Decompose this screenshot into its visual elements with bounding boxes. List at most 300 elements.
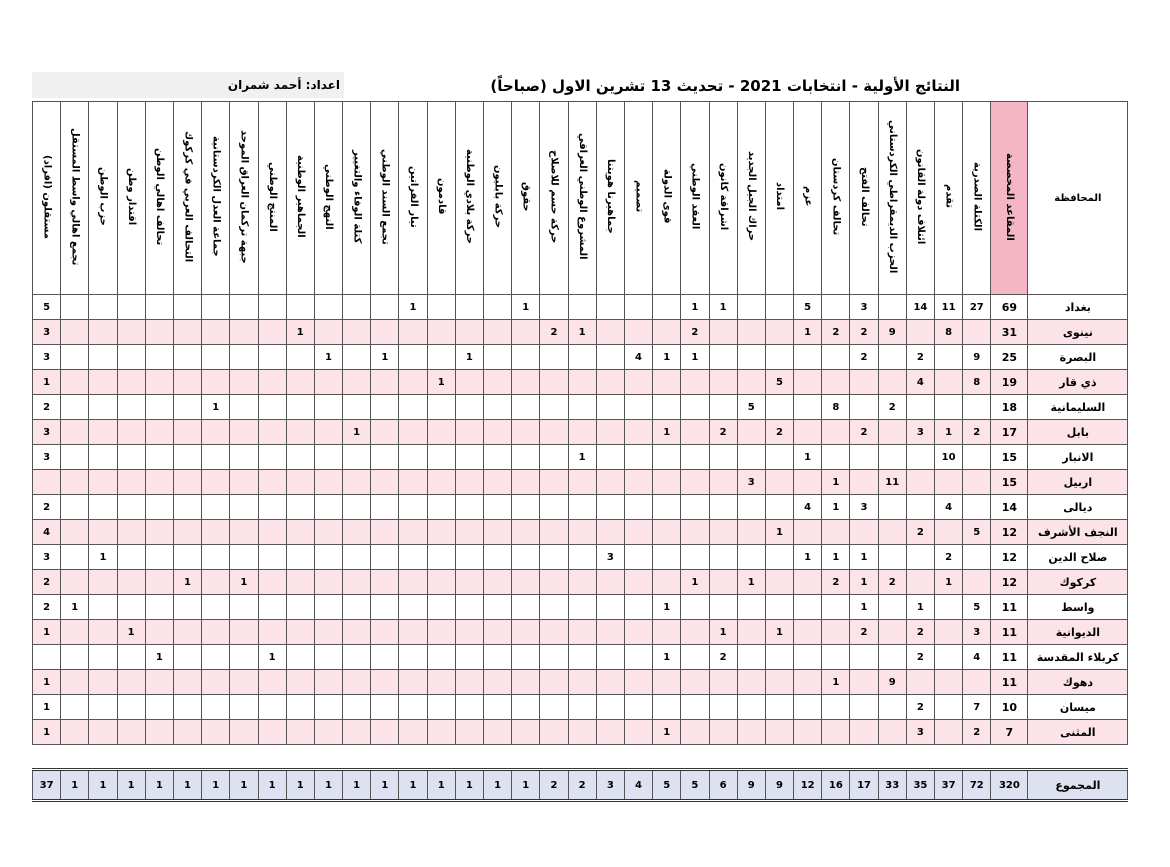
vote-cell bbox=[173, 295, 201, 320]
vote-cell: 2 bbox=[850, 345, 878, 370]
vote-cell bbox=[117, 520, 145, 545]
vote-cell bbox=[794, 670, 822, 695]
party-name: تحالف اهالي الوطن bbox=[154, 147, 166, 246]
vote-cell: 5 bbox=[963, 595, 991, 620]
party-header bbox=[61, 102, 89, 295]
vote-cell: 2 bbox=[33, 495, 61, 520]
party-name: ائتلاف دولة القانون bbox=[915, 148, 927, 245]
vote-cell bbox=[61, 720, 89, 745]
party-name: المشروع الوطني العراقي bbox=[576, 133, 588, 260]
vote-cell bbox=[145, 620, 173, 645]
vote-cell bbox=[230, 395, 258, 420]
vote-cell bbox=[906, 495, 934, 520]
table-row bbox=[33, 345, 1128, 370]
vote-cell bbox=[624, 595, 652, 620]
vote-cell bbox=[455, 595, 483, 620]
vote-cell bbox=[709, 320, 737, 345]
vote-cell bbox=[737, 695, 765, 720]
vote-cell bbox=[484, 520, 512, 545]
party-name: اقتدار وطن bbox=[125, 167, 137, 226]
vote-cell: 1 bbox=[765, 620, 793, 645]
vote-cell bbox=[935, 720, 963, 745]
party-header bbox=[427, 102, 455, 295]
vote-cell bbox=[596, 320, 624, 345]
governorate-cell: بغداد bbox=[1028, 295, 1128, 320]
vote-cell bbox=[399, 545, 427, 570]
vote-cell bbox=[765, 645, 793, 670]
vote-cell bbox=[427, 570, 455, 595]
vote-cell bbox=[878, 595, 906, 620]
vote-cell bbox=[286, 470, 314, 495]
vote-cell bbox=[202, 345, 230, 370]
vote-cell bbox=[89, 420, 117, 445]
vote-cell bbox=[906, 320, 934, 345]
vote-cell bbox=[371, 645, 399, 670]
vote-cell bbox=[399, 645, 427, 670]
vote-cell bbox=[765, 570, 793, 595]
vote-cell bbox=[484, 695, 512, 720]
vote-cell bbox=[61, 470, 89, 495]
vote-cell bbox=[258, 470, 286, 495]
vote-cell bbox=[399, 370, 427, 395]
table-row bbox=[33, 420, 1128, 445]
vote-cell bbox=[878, 720, 906, 745]
vote-cell: 1 bbox=[653, 595, 681, 620]
party-name: مستقلون (افراد) bbox=[41, 154, 53, 239]
vote-cell: 1 bbox=[173, 570, 201, 595]
vote-cell bbox=[89, 720, 117, 745]
governorate-cell: الانبار bbox=[1028, 445, 1128, 470]
vote-cell bbox=[568, 570, 596, 595]
vote-cell bbox=[230, 345, 258, 370]
vote-cell bbox=[230, 495, 258, 520]
party-name: الكتلة الصدرية bbox=[971, 161, 983, 232]
vote-cell bbox=[89, 370, 117, 395]
vote-cell: 4 bbox=[794, 495, 822, 520]
total-row bbox=[33, 770, 1128, 801]
vote-cell bbox=[202, 670, 230, 695]
vote-cell bbox=[230, 445, 258, 470]
vote-cell: 1 bbox=[61, 595, 89, 620]
vote-cell bbox=[878, 545, 906, 570]
party-header bbox=[89, 102, 117, 295]
vote-cell bbox=[455, 495, 483, 520]
vote-cell: 1 bbox=[512, 770, 540, 801]
vote-cell bbox=[145, 595, 173, 620]
vote-cell: 1 bbox=[568, 320, 596, 345]
vote-cell bbox=[822, 345, 850, 370]
vote-cell bbox=[427, 645, 455, 670]
vote-cell: 4 bbox=[33, 520, 61, 545]
vote-cell bbox=[484, 570, 512, 595]
vote-cell bbox=[963, 670, 991, 695]
vote-cell bbox=[822, 295, 850, 320]
vote-cell bbox=[935, 370, 963, 395]
vote-cell: 2 bbox=[906, 620, 934, 645]
vote-cell bbox=[343, 720, 371, 745]
vote-cell bbox=[512, 470, 540, 495]
vote-cell bbox=[371, 620, 399, 645]
party-header bbox=[681, 102, 709, 295]
vote-cell bbox=[173, 695, 201, 720]
vote-cell bbox=[314, 295, 342, 320]
vote-cell: 1 bbox=[258, 770, 286, 801]
vote-cell bbox=[878, 295, 906, 320]
vote-cell bbox=[427, 495, 455, 520]
table-row bbox=[33, 595, 1128, 620]
governorate-cell: نينوى bbox=[1028, 320, 1128, 345]
vote-cell bbox=[61, 320, 89, 345]
vote-cell bbox=[512, 720, 540, 745]
vote-cell bbox=[89, 320, 117, 345]
vote-cell bbox=[314, 645, 342, 670]
vote-cell bbox=[427, 670, 455, 695]
vote-cell bbox=[258, 620, 286, 645]
vote-cell bbox=[286, 595, 314, 620]
vote-cell bbox=[568, 695, 596, 720]
table-row bbox=[33, 570, 1128, 595]
party-name: تصميم bbox=[633, 180, 645, 213]
vote-cell bbox=[794, 345, 822, 370]
vote-cell bbox=[314, 720, 342, 745]
vote-cell bbox=[709, 445, 737, 470]
vote-cell: 1 bbox=[653, 720, 681, 745]
vote-cell: 2 bbox=[850, 420, 878, 445]
vote-cell bbox=[230, 420, 258, 445]
vote-cell bbox=[878, 420, 906, 445]
vote-cell: 2 bbox=[568, 770, 596, 801]
vote-cell bbox=[681, 595, 709, 620]
seats-cell: 11 bbox=[991, 645, 1028, 670]
vote-cell: 17 bbox=[850, 770, 878, 801]
vote-cell bbox=[343, 620, 371, 645]
vote-cell bbox=[484, 420, 512, 445]
vote-cell: 1 bbox=[314, 345, 342, 370]
vote-cell bbox=[765, 695, 793, 720]
vote-cell: 8 bbox=[822, 395, 850, 420]
vote-cell bbox=[540, 295, 568, 320]
vote-cell bbox=[286, 420, 314, 445]
vote-cell bbox=[596, 470, 624, 495]
vote-cell: 1 bbox=[568, 445, 596, 470]
vote-cell bbox=[596, 670, 624, 695]
party-name: جماهيرنا هويتنا bbox=[605, 159, 617, 234]
vote-cell bbox=[568, 395, 596, 420]
vote-cell bbox=[343, 495, 371, 520]
vote-cell bbox=[681, 545, 709, 570]
vote-cell bbox=[202, 595, 230, 620]
vote-cell bbox=[202, 495, 230, 520]
vote-cell bbox=[540, 495, 568, 520]
vote-cell bbox=[512, 545, 540, 570]
vote-cell: 27 bbox=[963, 295, 991, 320]
vote-cell bbox=[314, 370, 342, 395]
vote-cell bbox=[540, 395, 568, 420]
vote-cell bbox=[173, 720, 201, 745]
vote-cell bbox=[399, 620, 427, 645]
vote-cell bbox=[258, 320, 286, 345]
vote-cell bbox=[963, 470, 991, 495]
vote-cell bbox=[117, 695, 145, 720]
vote-cell: 4 bbox=[963, 645, 991, 670]
vote-cell bbox=[765, 320, 793, 345]
vote-cell bbox=[484, 545, 512, 570]
vote-cell: 1 bbox=[371, 770, 399, 801]
vote-cell bbox=[484, 720, 512, 745]
vote-cell bbox=[540, 670, 568, 695]
seats-cell: 12 bbox=[991, 545, 1028, 570]
vote-cell bbox=[89, 570, 117, 595]
results-table bbox=[32, 101, 1128, 802]
vote-cell bbox=[89, 295, 117, 320]
vote-cell bbox=[371, 595, 399, 620]
vote-cell: 9 bbox=[737, 770, 765, 801]
party-header bbox=[202, 102, 230, 295]
vote-cell bbox=[512, 520, 540, 545]
vote-cell bbox=[850, 470, 878, 495]
vote-cell: 4 bbox=[624, 345, 652, 370]
vote-cell: 1 bbox=[794, 445, 822, 470]
vote-cell bbox=[822, 445, 850, 470]
vote-cell bbox=[540, 370, 568, 395]
vote-cell bbox=[202, 545, 230, 570]
vote-cell bbox=[117, 595, 145, 620]
vote-cell bbox=[624, 495, 652, 520]
vote-cell: 1 bbox=[455, 770, 483, 801]
vote-cell bbox=[653, 520, 681, 545]
vote-cell: 1 bbox=[935, 420, 963, 445]
vote-cell bbox=[343, 345, 371, 370]
vote-cell bbox=[681, 670, 709, 695]
party-header bbox=[765, 102, 793, 295]
governorate-cell: كربلاء المقدسة bbox=[1028, 645, 1128, 670]
vote-cell bbox=[540, 420, 568, 445]
vote-cell bbox=[484, 320, 512, 345]
vote-cell: 2 bbox=[709, 420, 737, 445]
vote-cell bbox=[314, 545, 342, 570]
vote-cell bbox=[230, 595, 258, 620]
party-header bbox=[314, 102, 342, 295]
vote-cell bbox=[878, 645, 906, 670]
vote-cell bbox=[906, 570, 934, 595]
vote-cell bbox=[624, 695, 652, 720]
vote-cell bbox=[794, 620, 822, 645]
vote-cell: 1 bbox=[117, 620, 145, 645]
vote-cell: 1 bbox=[371, 345, 399, 370]
vote-cell bbox=[371, 320, 399, 345]
vote-cell bbox=[737, 720, 765, 745]
vote-cell bbox=[399, 345, 427, 370]
vote-cell bbox=[399, 520, 427, 545]
vote-cell bbox=[371, 470, 399, 495]
vote-cell bbox=[794, 370, 822, 395]
vote-cell bbox=[371, 720, 399, 745]
vote-cell bbox=[455, 570, 483, 595]
vote-cell bbox=[624, 570, 652, 595]
vote-cell bbox=[484, 595, 512, 620]
table-row bbox=[33, 495, 1128, 520]
vote-cell: 1 bbox=[653, 420, 681, 445]
seats-cell: 10 bbox=[991, 695, 1028, 720]
vote-cell bbox=[343, 645, 371, 670]
vote-cell bbox=[850, 720, 878, 745]
vote-cell bbox=[202, 720, 230, 745]
vote-cell bbox=[935, 520, 963, 545]
table-row bbox=[33, 370, 1128, 395]
vote-cell: 2 bbox=[822, 570, 850, 595]
vote-cell bbox=[399, 570, 427, 595]
party-name: حركة بابليون bbox=[492, 164, 504, 229]
vote-cell bbox=[145, 520, 173, 545]
vote-cell bbox=[709, 670, 737, 695]
vote-cell bbox=[540, 720, 568, 745]
vote-cell: 3 bbox=[33, 445, 61, 470]
party-name: تجمع السند الوطني bbox=[379, 148, 391, 245]
party-header bbox=[935, 102, 963, 295]
vote-cell bbox=[61, 620, 89, 645]
governorate-cell: كركوك bbox=[1028, 570, 1128, 595]
vote-cell bbox=[61, 420, 89, 445]
vote-cell bbox=[314, 670, 342, 695]
vote-cell bbox=[568, 545, 596, 570]
vote-cell bbox=[371, 445, 399, 470]
vote-cell bbox=[596, 345, 624, 370]
vote-cell bbox=[145, 470, 173, 495]
vote-cell bbox=[737, 520, 765, 545]
vote-cell bbox=[427, 420, 455, 445]
vote-cell bbox=[568, 295, 596, 320]
vote-cell bbox=[709, 695, 737, 720]
vote-cell bbox=[314, 470, 342, 495]
vote-cell bbox=[258, 670, 286, 695]
vote-cell bbox=[371, 395, 399, 420]
vote-cell: 1 bbox=[89, 545, 117, 570]
vote-cell bbox=[765, 595, 793, 620]
vote-cell bbox=[484, 345, 512, 370]
vote-cell bbox=[737, 545, 765, 570]
vote-cell bbox=[343, 670, 371, 695]
vote-cell: 1 bbox=[343, 770, 371, 801]
party-name: امتداد bbox=[774, 182, 786, 211]
vote-cell bbox=[399, 470, 427, 495]
vote-cell bbox=[117, 395, 145, 420]
vote-cell bbox=[230, 645, 258, 670]
vote-cell bbox=[202, 645, 230, 670]
vote-cell bbox=[822, 595, 850, 620]
vote-cell bbox=[878, 445, 906, 470]
vote-cell bbox=[173, 645, 201, 670]
party-name: تحالف الفتح bbox=[858, 166, 870, 227]
party-header bbox=[145, 102, 173, 295]
vote-cell: 1 bbox=[33, 670, 61, 695]
seats-cell: 25 bbox=[991, 345, 1028, 370]
vote-cell bbox=[145, 570, 173, 595]
vote-cell bbox=[202, 470, 230, 495]
vote-cell: 9 bbox=[963, 345, 991, 370]
vote-cell: 1 bbox=[202, 395, 230, 420]
vote-cell bbox=[33, 470, 61, 495]
vote-cell bbox=[709, 370, 737, 395]
vote-cell: 1 bbox=[709, 295, 737, 320]
governorate-cell: ذي قار bbox=[1028, 370, 1128, 395]
vote-cell bbox=[512, 620, 540, 645]
seats-cell: 12 bbox=[991, 570, 1028, 595]
vote-cell: 2 bbox=[33, 570, 61, 595]
vote-cell bbox=[653, 445, 681, 470]
vote-cell bbox=[202, 695, 230, 720]
vote-cell bbox=[314, 420, 342, 445]
vote-cell: 9 bbox=[765, 770, 793, 801]
vote-cell: 1 bbox=[737, 570, 765, 595]
vote-cell bbox=[653, 370, 681, 395]
vote-cell bbox=[822, 520, 850, 545]
vote-cell bbox=[173, 320, 201, 345]
vote-cell bbox=[822, 695, 850, 720]
vote-cell bbox=[512, 595, 540, 620]
governorate-cell: دهوك bbox=[1028, 670, 1128, 695]
vote-cell bbox=[568, 670, 596, 695]
vote-cell bbox=[653, 470, 681, 495]
vote-cell bbox=[427, 545, 455, 570]
vote-cell bbox=[484, 470, 512, 495]
governorate-cell: واسط bbox=[1028, 595, 1128, 620]
party-header bbox=[455, 102, 483, 295]
vote-cell bbox=[822, 645, 850, 670]
seats-header bbox=[991, 102, 1028, 295]
vote-cell: 6 bbox=[709, 770, 737, 801]
vote-cell bbox=[512, 495, 540, 520]
vote-cell bbox=[230, 470, 258, 495]
seats-cell: 17 bbox=[991, 420, 1028, 445]
vote-cell: 1 bbox=[286, 320, 314, 345]
vote-cell bbox=[61, 695, 89, 720]
vote-cell: 5 bbox=[681, 770, 709, 801]
vote-cell: 4 bbox=[906, 370, 934, 395]
party-name: حراك الجيل الجديد bbox=[746, 151, 758, 242]
vote-cell: 3 bbox=[906, 420, 934, 445]
vote-cell bbox=[794, 420, 822, 445]
vote-cell bbox=[399, 495, 427, 520]
vote-cell bbox=[540, 570, 568, 595]
vote-cell: 1 bbox=[653, 645, 681, 670]
vote-cell bbox=[258, 595, 286, 620]
vote-cell: 1 bbox=[794, 320, 822, 345]
vote-cell: 1 bbox=[822, 495, 850, 520]
vote-cell bbox=[145, 320, 173, 345]
vote-cell bbox=[89, 670, 117, 695]
vote-cell bbox=[371, 295, 399, 320]
vote-cell bbox=[540, 470, 568, 495]
vote-cell bbox=[427, 345, 455, 370]
vote-cell bbox=[89, 445, 117, 470]
vote-cell bbox=[145, 295, 173, 320]
vote-cell bbox=[343, 320, 371, 345]
table-row bbox=[33, 720, 1128, 745]
vote-cell: 37 bbox=[935, 770, 963, 801]
vote-cell bbox=[202, 620, 230, 645]
vote-cell: 1 bbox=[117, 770, 145, 801]
vote-cell bbox=[286, 370, 314, 395]
seats-cell: 18 bbox=[991, 395, 1028, 420]
vote-cell bbox=[314, 695, 342, 720]
vote-cell bbox=[653, 695, 681, 720]
vote-cell bbox=[258, 420, 286, 445]
vote-cell bbox=[202, 320, 230, 345]
party-name: تقدم bbox=[943, 184, 955, 209]
seats-cell: 11 bbox=[991, 595, 1028, 620]
party-header bbox=[963, 102, 991, 295]
vote-cell bbox=[202, 295, 230, 320]
